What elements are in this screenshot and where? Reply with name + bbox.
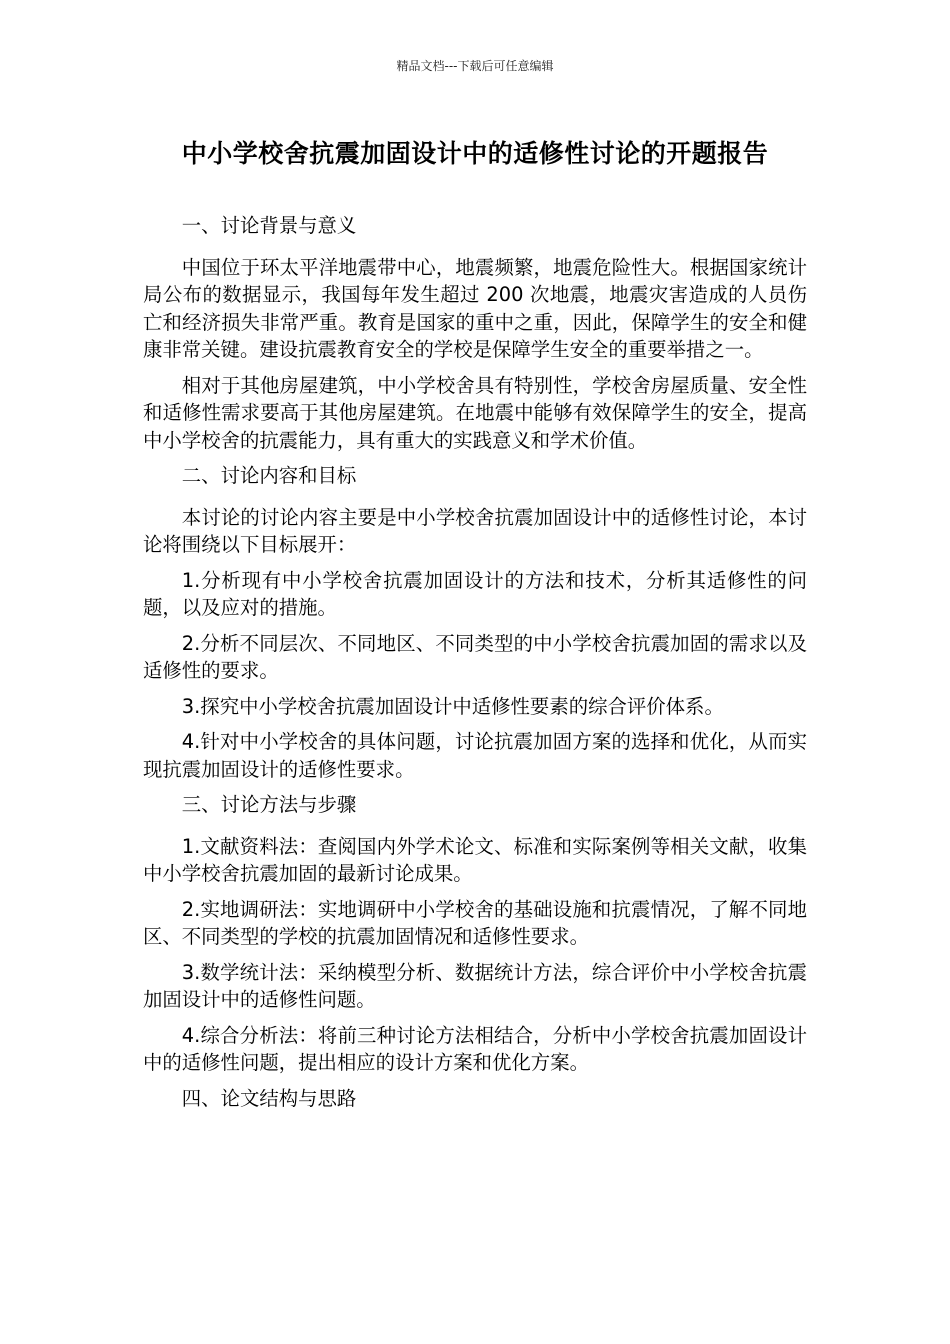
section-heading-1: 一、讨论背景与意义 xyxy=(181,214,357,237)
list-item: 2.分析不同层次、不同地区、不同类型的中小学校舍抗震加固的需求以及适修性的要求。 xyxy=(143,631,807,682)
section-heading-2: 二、讨论内容和目标 xyxy=(181,464,357,487)
list-item: 1.文献资料法：查阅国内外学术论文、标准和实际案例等相关文献，收集中小学校舍抗震加固的最新讨论成果。 xyxy=(143,834,807,885)
list-item: 1.分析现有中小学校舍抗震加固设计的方法和技术，分析其适修性的问题，以及应对的措施。 xyxy=(143,568,807,619)
section-heading-4: 四、论文结构与思路 xyxy=(181,1086,357,1110)
paragraph: 本讨论的讨论内容主要是中小学校舍抗震加固设计中的适修性讨论，本讨论将围绕以下目标展开： xyxy=(143,505,807,556)
list-item: 4.针对中小学校舍的具体问题，讨论抗震加固方案的选择和优化，从而实现抗震加固设计的适修性要求。 xyxy=(143,730,807,781)
document-body xyxy=(143,212,807,1126)
paragraph: 相对于其他房屋建筑，中小学校舍具有特别性，学校舍房屋质量、安全性和适修性需求要高于其他房屋建筑。在地震中能够有效保障学生的安全，提高中小学校舍的抗震能力，具有重大的实践意义和学术价值。 xyxy=(143,373,807,452)
list-item: 2.实地调研法：实地调研中小学校舍的基础设施和抗震情况，了解不同地区、不同类型的学校的抗震加固情况和适修性要求。 xyxy=(143,897,807,948)
section-heading-3: 三、讨论方法与步骤 xyxy=(181,793,357,816)
paragraph: 中国位于环太平洋地震带中心，地震频繁，地震危险性大。根据国家统计局公布的数据显示，我国每年发生超过 200 次地震，地震灾害造成的人员伤亡和经济损失非常严重。教育是国家的重中之重，因此，保障学生的安全和健康非常关键。建设抗震教育安全的学校是保障学生安全的重要举措之一。 xyxy=(143,255,807,361)
list-item: 4.综合分析法：将前三种讨论方法相结合，分析中小学校舍抗震加固设计中的适修性问题，提出相应的设计方案和优化方案。 xyxy=(143,1023,807,1074)
list-item: 3.数学统计法：采纳模型分析、数据统计方法，综合评价中小学校舍抗震加固设计中的适修性问题。 xyxy=(143,960,807,1011)
list-item: 3.探究中小学校舍抗震加固设计中适修性要素的综合评价体系。 xyxy=(181,694,724,718)
header-note: 精品文档---下载后可任意编辑 xyxy=(396,59,554,73)
document-title: 中小学校舍抗震加固设计中的适修性讨论的开题报告 xyxy=(181,139,769,168)
